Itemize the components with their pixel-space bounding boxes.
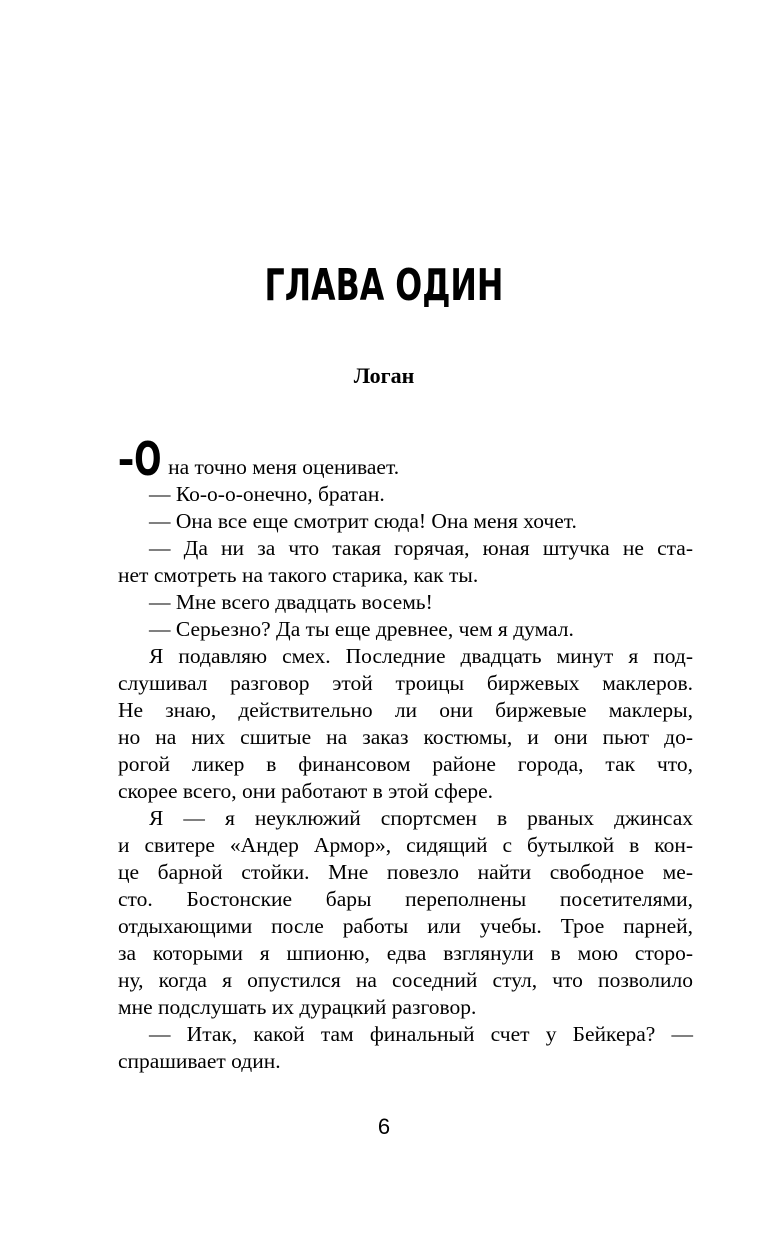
text-line: рогой ликер в финансовом районе города, так что, <box>118 752 693 776</box>
text-line: нет смотреть на такого старика, как ты. <box>118 563 479 587</box>
text-line: це барной стойки. Мне повезло найти свободное ме- <box>118 860 693 884</box>
text-line: — Мне всего двадцать восемь! <box>149 590 433 614</box>
dropcap-letter: О <box>134 432 162 486</box>
text-line: — Ко-о-о-онечно, братан. <box>149 482 385 506</box>
text-line <box>118 432 693 486</box>
text-line: Не знаю, действительно ли они биржевые маклеры, <box>118 698 693 722</box>
text-line: скорее всего, они работают в этой сфере. <box>118 779 494 803</box>
text-line: — Она все еще смотрит сюда! Она меня хочет. <box>149 509 577 533</box>
text-line: за которыми я шпионю, едва взглянули в мою сторо- <box>118 941 693 965</box>
dropcap <box>118 432 162 486</box>
text-line: мне подслушать их дурацкий разговор. <box>118 995 477 1019</box>
text-line: — Да ни за что такая горячая, юная штучка не ста- <box>149 536 693 560</box>
chapter-subtitle: Логан <box>353 363 415 388</box>
text-line-content: на точно меня оценивает. <box>168 455 400 479</box>
text-line: сто. Бостонские бары переполнены посетителями, <box>118 887 693 911</box>
text-line: — Серьезно? Да ты еще древнее, чем я думал. <box>149 617 574 641</box>
dropcap-dash: – <box>118 432 135 486</box>
text-line: отдыхающими после работы или учебы. Трое парней, <box>118 914 693 938</box>
text-line: слушивал разговор этой троицы биржевых маклеров. <box>118 671 693 695</box>
text-line: и свитере «Андер Армор», сидящий с бутылкой в кон- <box>118 833 693 857</box>
text-line: Я — я неуклюжий спортсмен в рваных джинсах <box>149 806 693 830</box>
text-line: но на них сшитые на заказ костюмы, и они пьют до- <box>118 725 693 749</box>
text-line: спрашивает один. <box>118 1049 281 1073</box>
text-line: — Итак, какой там финальный счет у Бейкера? — <box>149 1022 693 1046</box>
page-number: 6 <box>377 1114 391 1139</box>
text-line: Я подавляю смех. Последние двадцать минут я под- <box>149 644 693 668</box>
body-text <box>118 432 693 1075</box>
text-line: ну, когда я опустился на соседний стул, что позволило <box>118 968 693 992</box>
chapter-title: ГЛАВА ОДИН <box>264 260 504 311</box>
